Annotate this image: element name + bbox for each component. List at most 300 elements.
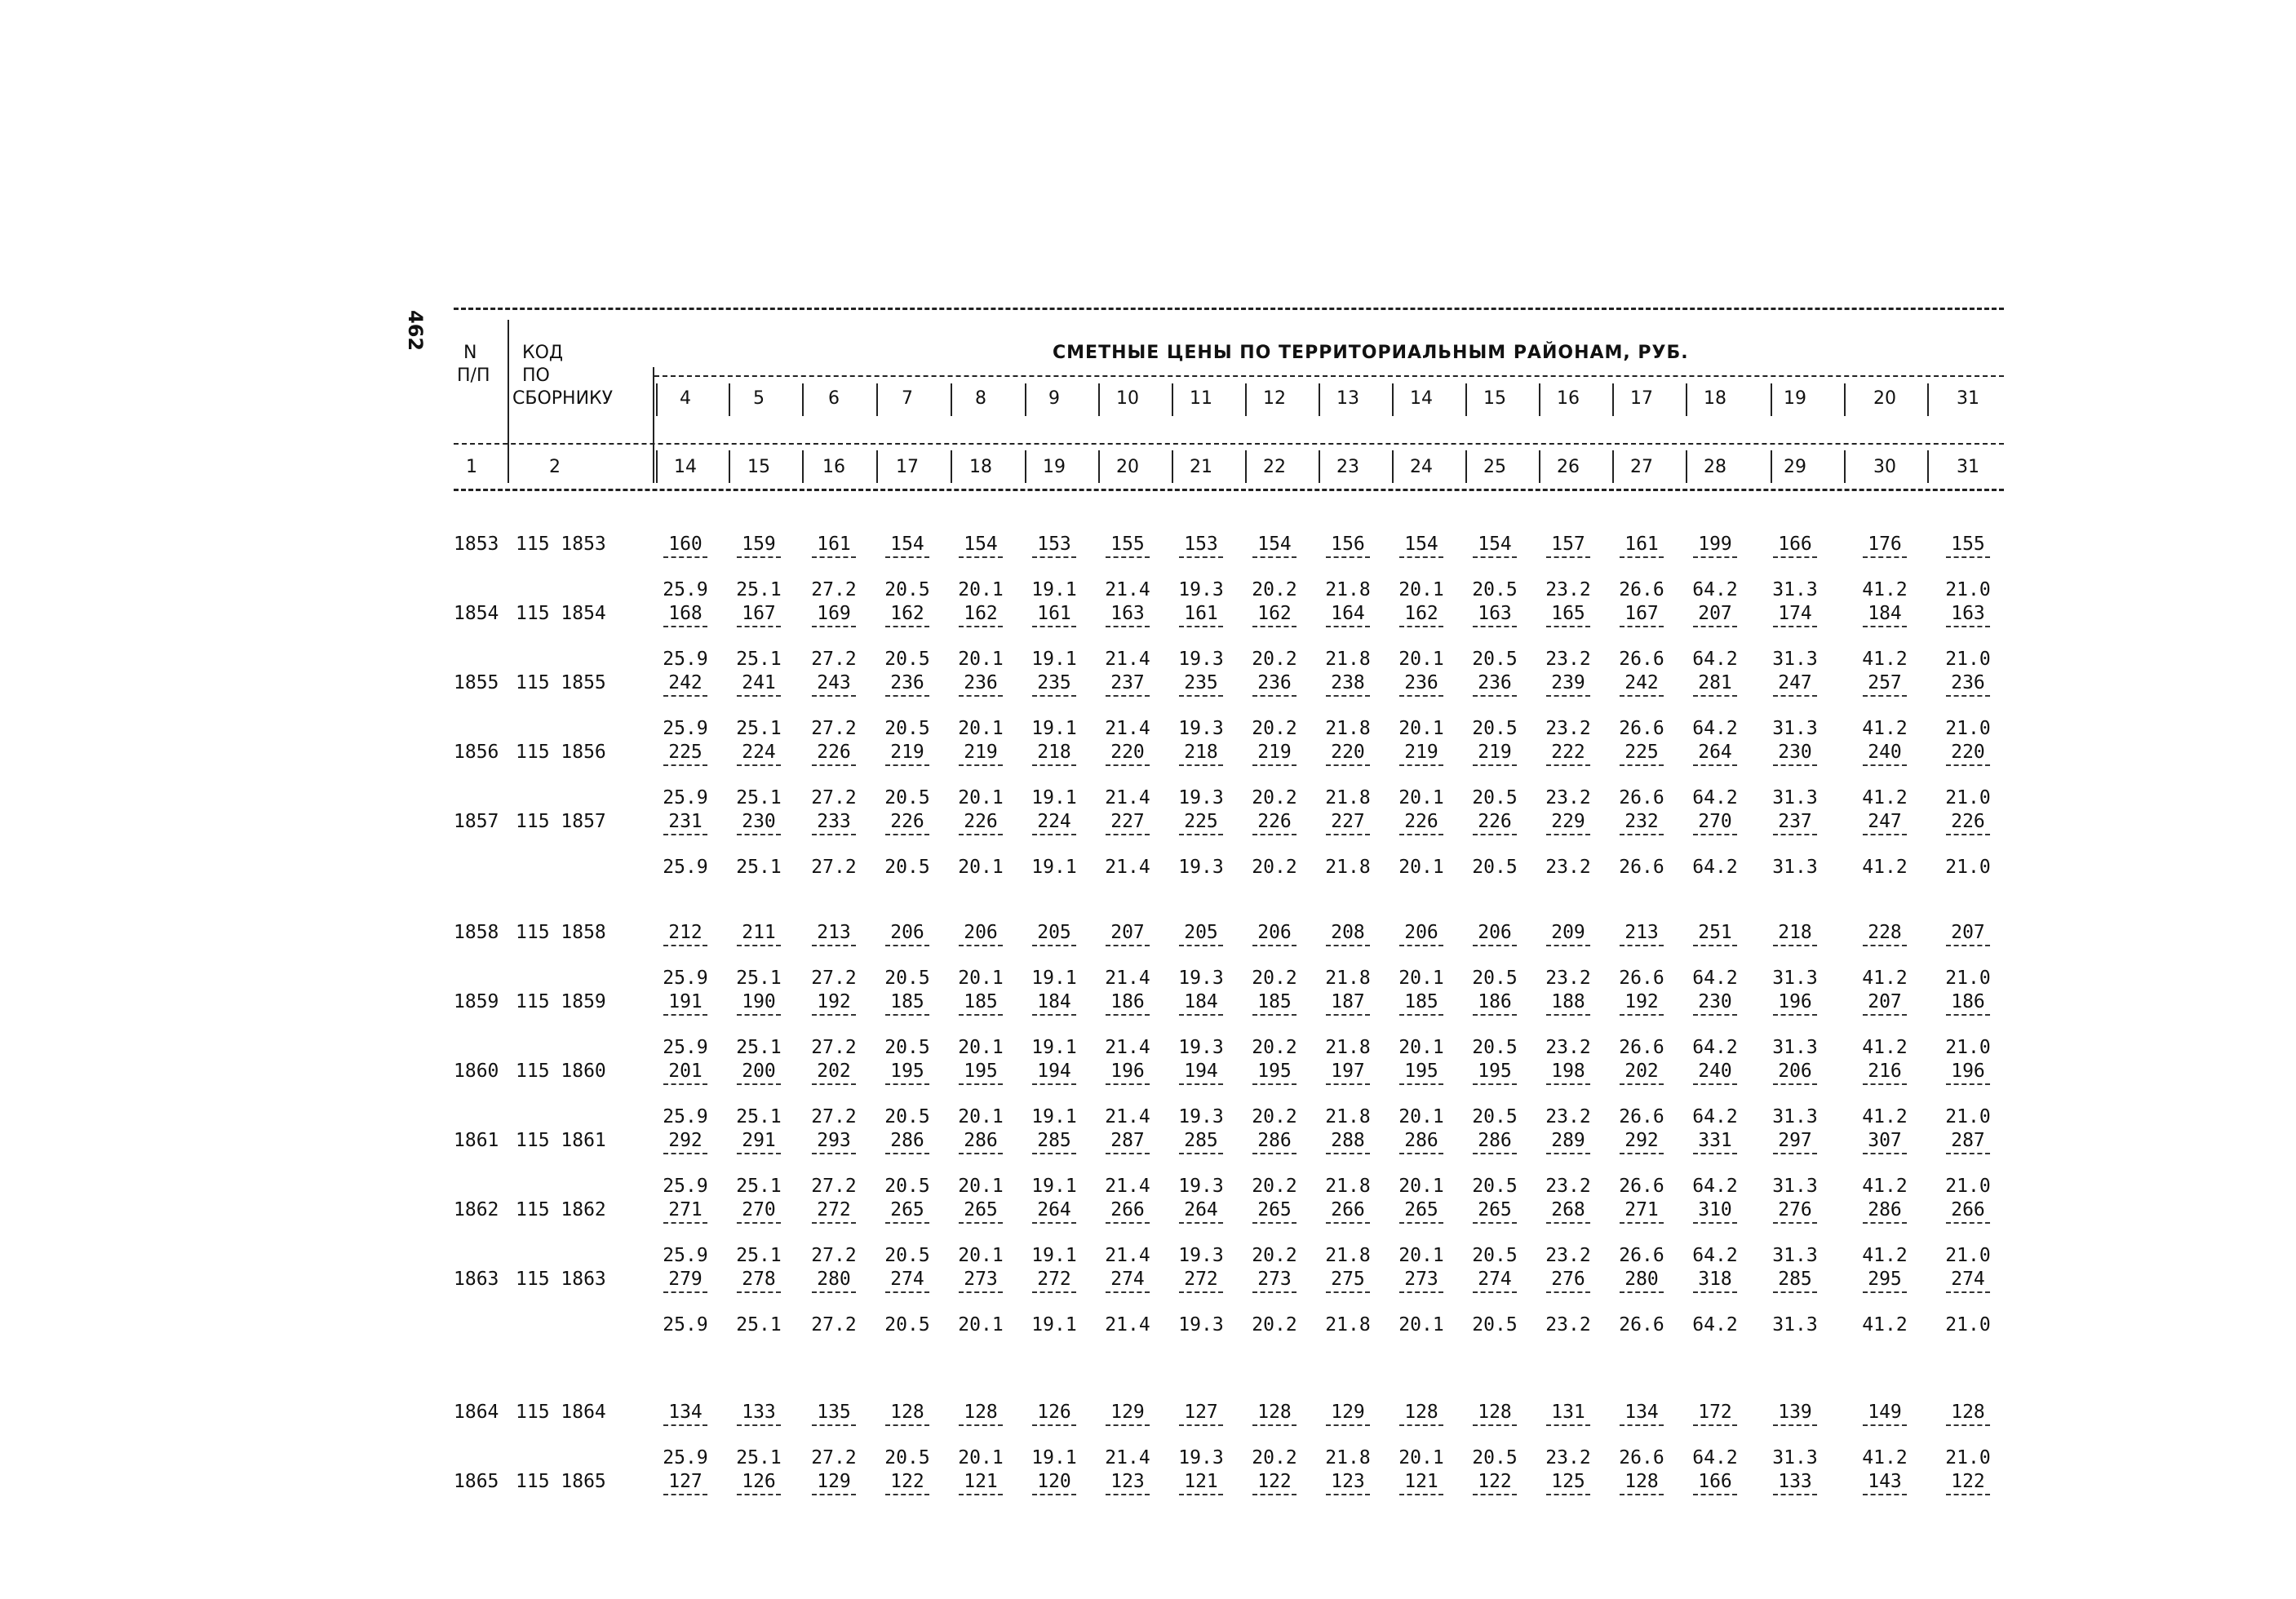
price-value: 235 — [1184, 672, 1218, 693]
price-value: 227 — [1331, 811, 1365, 832]
price-value: 233 — [817, 811, 851, 832]
price-divisor: 20.2 — [1252, 1176, 1297, 1197]
price-divisor: 25.1 — [736, 718, 782, 739]
price-divisor: 27.2 — [811, 1106, 857, 1127]
price-value: 184 — [1184, 991, 1218, 1012]
fraction-line — [885, 1424, 929, 1426]
fraction-line — [1863, 1291, 1907, 1293]
price-value: 159 — [742, 534, 776, 555]
row-code: 115 1857 — [516, 811, 606, 832]
fraction-line — [1863, 1222, 1907, 1224]
price-divisor: 31.3 — [1772, 1176, 1818, 1197]
fraction-line — [1106, 1494, 1150, 1495]
fraction-line — [1620, 1083, 1664, 1085]
price-value: 212 — [668, 922, 703, 943]
fraction-line — [959, 695, 1003, 697]
colnum-divider — [656, 450, 658, 483]
fraction-line — [1863, 556, 1907, 558]
col-number: 27 — [1630, 457, 1653, 477]
price-value: 198 — [1551, 1061, 1585, 1082]
fraction-line — [1179, 1424, 1223, 1426]
price-value: 167 — [1624, 603, 1659, 624]
price-value: 196 — [1110, 1061, 1145, 1082]
price-value: 122 — [1951, 1471, 1985, 1492]
price-divisor: 64.2 — [1692, 1245, 1738, 1266]
price-value: 292 — [1624, 1130, 1659, 1151]
price-divisor: 20.1 — [958, 1176, 1004, 1197]
price-value: 276 — [1778, 1199, 1812, 1220]
price-value: 270 — [1698, 811, 1732, 832]
price-value: 257 — [1868, 672, 1902, 693]
fraction-line — [1106, 556, 1150, 558]
price-value: 197 — [1331, 1061, 1365, 1082]
price-value: 287 — [1951, 1130, 1985, 1151]
price-divisor: 20.1 — [958, 649, 1004, 670]
price-value: 122 — [890, 1471, 924, 1492]
fraction-line — [1106, 1083, 1150, 1085]
fraction-line — [1863, 1083, 1907, 1085]
fraction-line — [1032, 1153, 1076, 1154]
fraction-line — [959, 1153, 1003, 1154]
price-value: 134 — [1624, 1402, 1659, 1423]
price-divisor: 21.0 — [1945, 968, 1991, 989]
fraction-line — [1252, 834, 1296, 835]
fraction-line — [1620, 556, 1664, 558]
region-header: 5 — [753, 388, 765, 409]
fraction-line — [1946, 1083, 1990, 1085]
price-value: 291 — [742, 1130, 776, 1151]
price-value: 207 — [1698, 603, 1732, 624]
price-value: 224 — [1037, 811, 1071, 832]
price-value: 163 — [1478, 603, 1512, 624]
row-number: 1854 — [454, 603, 499, 624]
price-value: 270 — [742, 1199, 776, 1220]
fraction-line — [1946, 834, 1990, 835]
fraction-line — [885, 1083, 929, 1085]
row-number: 1865 — [454, 1471, 499, 1492]
region-divider — [1686, 383, 1687, 416]
price-value: 247 — [1868, 811, 1902, 832]
price-value: 236 — [1404, 672, 1438, 693]
price-value: 276 — [1551, 1269, 1585, 1290]
fraction-line — [1946, 626, 1990, 627]
fraction-line — [1032, 945, 1076, 946]
price-value: 194 — [1037, 1061, 1071, 1082]
region-header: 6 — [828, 388, 840, 409]
price-value: 235 — [1037, 672, 1071, 693]
fraction-line — [1546, 1494, 1590, 1495]
colnum-divider — [1927, 450, 1929, 483]
price-value: 273 — [1257, 1269, 1292, 1290]
price-divisor: 31.3 — [1772, 857, 1818, 878]
fraction-line — [1032, 626, 1076, 627]
price-value: 247 — [1778, 672, 1812, 693]
price-value: 206 — [1404, 922, 1438, 943]
price-value: 287 — [1110, 1130, 1145, 1151]
price-divisor: 41.2 — [1862, 718, 1908, 739]
price-divisor: 20.1 — [1398, 857, 1444, 878]
price-value: 274 — [1110, 1269, 1145, 1290]
fraction-line — [1546, 1222, 1590, 1224]
fraction-line — [737, 1153, 781, 1154]
price-divisor: 21.8 — [1325, 1245, 1371, 1266]
price-value: 184 — [1868, 603, 1902, 624]
fraction-line — [959, 556, 1003, 558]
price-divisor: 41.2 — [1862, 579, 1908, 600]
region-header: 9 — [1048, 388, 1060, 409]
price-value: 205 — [1184, 922, 1218, 943]
price-value: 219 — [1257, 742, 1292, 763]
row-code: 115 1855 — [516, 672, 606, 693]
price-divisor: 20.2 — [1252, 787, 1297, 808]
price-value: 187 — [1331, 991, 1365, 1012]
price-value: 185 — [1257, 991, 1292, 1012]
price-value: 236 — [1257, 672, 1292, 693]
fraction-line — [959, 1424, 1003, 1426]
price-divisor: 25.9 — [663, 857, 708, 878]
price-divisor: 20.1 — [958, 718, 1004, 739]
fraction-line — [812, 556, 856, 558]
price-value: 199 — [1698, 534, 1732, 555]
col-number: 30 — [1873, 457, 1896, 477]
fraction-line — [1546, 556, 1590, 558]
price-divisor: 26.6 — [1619, 1314, 1664, 1335]
price-value: 195 — [964, 1061, 998, 1082]
region-divider — [1465, 383, 1467, 416]
price-divisor: 19.1 — [1031, 1245, 1077, 1266]
price-value: 162 — [890, 603, 924, 624]
fraction-line — [1620, 945, 1664, 946]
fraction-line — [1473, 626, 1517, 627]
price-value: 228 — [1868, 922, 1902, 943]
price-divisor: 26.6 — [1619, 1037, 1664, 1058]
price-value: 160 — [668, 534, 703, 555]
price-value: 169 — [817, 603, 851, 624]
fraction-line — [663, 1291, 707, 1293]
region-header: 20 — [1873, 388, 1896, 409]
fraction-line — [1946, 764, 1990, 766]
price-value: 128 — [1404, 1402, 1438, 1423]
price-value: 279 — [668, 1269, 703, 1290]
fraction-line — [1773, 834, 1817, 835]
price-value: 265 — [1478, 1199, 1512, 1220]
price-divisor: 25.9 — [663, 718, 708, 739]
fraction-line — [1326, 1014, 1370, 1016]
price-value: 222 — [1551, 742, 1585, 763]
colnum-divider — [1612, 450, 1614, 483]
price-divisor: 27.2 — [811, 649, 857, 670]
price-divisor: 19.1 — [1031, 857, 1077, 878]
title-rule — [654, 375, 2004, 377]
price-value: 161 — [817, 534, 851, 555]
region-divider — [951, 383, 952, 416]
row-number: 1861 — [454, 1130, 499, 1151]
fraction-line — [1473, 1153, 1517, 1154]
price-value: 143 — [1868, 1471, 1902, 1492]
fraction-line — [1106, 1291, 1150, 1293]
col-number: 25 — [1483, 457, 1506, 477]
fraction-line — [1473, 556, 1517, 558]
price-value: 265 — [964, 1199, 998, 1220]
price-divisor: 27.2 — [811, 579, 857, 600]
region-rule — [454, 443, 2004, 445]
fraction-line — [1546, 1291, 1590, 1293]
price-value: 271 — [668, 1199, 703, 1220]
row-number: 1860 — [454, 1061, 499, 1082]
price-divisor: 19.1 — [1031, 1447, 1077, 1468]
price-divisor: 64.2 — [1692, 649, 1738, 670]
price-value: 271 — [1624, 1199, 1659, 1220]
region-divider — [1025, 383, 1026, 416]
price-divisor: 20.5 — [884, 1447, 930, 1468]
fraction-line — [1032, 764, 1076, 766]
fraction-line — [1693, 1291, 1737, 1293]
fraction-line — [1032, 1424, 1076, 1426]
fraction-line — [1773, 1222, 1817, 1224]
fraction-line — [812, 1291, 856, 1293]
fraction-line — [885, 1291, 929, 1293]
fraction-line — [737, 1014, 781, 1016]
fraction-line — [1179, 834, 1223, 835]
price-divisor: 26.6 — [1619, 1245, 1664, 1266]
price-divisor: 20.1 — [1398, 787, 1444, 808]
price-value: 195 — [1257, 1061, 1292, 1082]
price-value: 154 — [890, 534, 924, 555]
price-divisor: 21.4 — [1105, 968, 1150, 989]
fraction-line — [1399, 1222, 1443, 1224]
price-value: 226 — [1951, 811, 1985, 832]
row-code: 115 1854 — [516, 603, 606, 624]
fraction-line — [959, 1014, 1003, 1016]
col-number: 26 — [1557, 457, 1580, 477]
price-value: 281 — [1698, 672, 1732, 693]
price-divisor: 21.4 — [1105, 1447, 1150, 1468]
price-divisor: 19.3 — [1178, 1037, 1224, 1058]
price-divisor: 21.8 — [1325, 718, 1371, 739]
fraction-line — [1326, 834, 1370, 835]
price-divisor: 21.8 — [1325, 857, 1371, 878]
top-rule — [454, 308, 2004, 310]
region-divider — [1392, 383, 1394, 416]
col-number: 20 — [1116, 457, 1139, 477]
price-divisor: 21.0 — [1945, 718, 1991, 739]
price-value: 236 — [1951, 672, 1985, 693]
price-divisor: 25.1 — [736, 1037, 782, 1058]
price-divisor: 26.6 — [1619, 1447, 1664, 1468]
price-divisor: 19.3 — [1178, 1176, 1224, 1197]
price-value: 266 — [1951, 1199, 1985, 1220]
price-divisor: 23.2 — [1545, 1176, 1591, 1197]
price-value: 155 — [1110, 534, 1145, 555]
price-value: 153 — [1184, 534, 1218, 555]
header-code: КОД — [522, 343, 564, 363]
price-value: 186 — [1478, 991, 1512, 1012]
price-divisor: 41.2 — [1862, 1106, 1908, 1127]
fraction-line — [1863, 1494, 1907, 1495]
fraction-line — [663, 1083, 707, 1085]
price-value: 219 — [964, 742, 998, 763]
price-value: 128 — [1478, 1402, 1512, 1423]
price-divisor: 64.2 — [1692, 1176, 1738, 1197]
price-divisor: 20.2 — [1252, 968, 1297, 989]
price-value: 191 — [668, 991, 703, 1012]
colnum-divider — [1319, 450, 1320, 483]
price-divisor: 25.1 — [736, 1245, 782, 1266]
region-header: 17 — [1630, 388, 1653, 409]
fraction-line — [1326, 1424, 1370, 1426]
fraction-line — [812, 1494, 856, 1495]
fraction-line — [1252, 1494, 1296, 1495]
region-header: 10 — [1116, 388, 1139, 409]
fraction-line — [1032, 1014, 1076, 1016]
price-value: 161 — [1037, 603, 1071, 624]
fraction-line — [1620, 1014, 1664, 1016]
price-divisor: 64.2 — [1692, 968, 1738, 989]
fraction-line — [1106, 1222, 1150, 1224]
fraction-line — [812, 945, 856, 946]
region-header: 14 — [1410, 388, 1433, 409]
fraction-line — [1863, 626, 1907, 627]
region-divider — [729, 383, 730, 416]
price-value: 220 — [1331, 742, 1365, 763]
price-divisor: 20.5 — [1472, 579, 1518, 600]
price-value: 166 — [1698, 1471, 1732, 1492]
price-value: 278 — [742, 1269, 776, 1290]
price-divisor: 19.1 — [1031, 968, 1077, 989]
price-divisor: 21.4 — [1105, 579, 1150, 600]
price-divisor: 19.3 — [1178, 649, 1224, 670]
price-value: 153 — [1037, 534, 1071, 555]
fraction-line — [812, 1014, 856, 1016]
fraction-line — [1106, 834, 1150, 835]
fraction-line — [1620, 626, 1664, 627]
price-divisor: 20.2 — [1252, 1106, 1297, 1127]
price-value: 163 — [1951, 603, 1985, 624]
price-divisor: 26.6 — [1619, 857, 1664, 878]
price-value: 154 — [1257, 534, 1292, 555]
fraction-line — [1179, 1291, 1223, 1293]
price-value: 127 — [668, 1471, 703, 1492]
price-value: 288 — [1331, 1130, 1365, 1151]
fraction-line — [1179, 1222, 1223, 1224]
price-value: 161 — [1184, 603, 1218, 624]
price-divisor: 21.4 — [1105, 718, 1150, 739]
fraction-line — [1946, 695, 1990, 697]
fraction-line — [1326, 945, 1370, 946]
fraction-line — [1032, 1222, 1076, 1224]
price-divisor: 21.4 — [1105, 1314, 1150, 1335]
fraction-line — [1546, 1014, 1590, 1016]
price-divisor: 25.1 — [736, 1176, 782, 1197]
price-value: 272 — [1184, 1269, 1218, 1290]
price-divisor: 25.1 — [736, 787, 782, 808]
price-divisor: 20.2 — [1252, 718, 1297, 739]
col-number: 2 — [549, 457, 561, 477]
price-divisor: 20.1 — [958, 968, 1004, 989]
price-value: 122 — [1257, 1471, 1292, 1492]
price-divisor: 20.1 — [958, 787, 1004, 808]
col-number: 22 — [1263, 457, 1286, 477]
price-value: 266 — [1331, 1199, 1365, 1220]
price-divisor: 25.9 — [663, 1447, 708, 1468]
fraction-line — [959, 764, 1003, 766]
price-divisor: 19.3 — [1178, 1314, 1224, 1335]
fraction-line — [1863, 695, 1907, 697]
fraction-line — [1399, 556, 1443, 558]
region-divider — [1539, 383, 1540, 416]
price-value: 123 — [1110, 1471, 1145, 1492]
price-value: 205 — [1037, 922, 1071, 943]
fraction-line — [1773, 1014, 1817, 1016]
price-value: 200 — [742, 1061, 776, 1082]
price-divisor: 19.1 — [1031, 1176, 1077, 1197]
price-divisor: 20.1 — [1398, 1037, 1444, 1058]
price-divisor: 19.3 — [1178, 857, 1224, 878]
fraction-line — [812, 1153, 856, 1154]
price-value: 280 — [817, 1269, 851, 1290]
row-code: 115 1860 — [516, 1061, 606, 1082]
fraction-line — [663, 626, 707, 627]
price-divisor: 21.8 — [1325, 579, 1371, 600]
price-divisor: 19.3 — [1178, 1447, 1224, 1468]
price-divisor: 21.0 — [1945, 1245, 1991, 1266]
fraction-line — [1546, 945, 1590, 946]
fraction-line — [1863, 764, 1907, 766]
price-divisor: 20.1 — [1398, 1447, 1444, 1468]
fraction-line — [1863, 1014, 1907, 1016]
fraction-line — [1399, 1083, 1443, 1085]
price-divisor: 20.5 — [884, 649, 930, 670]
price-divisor: 41.2 — [1862, 1176, 1908, 1197]
price-divisor: 20.5 — [1472, 1245, 1518, 1266]
price-divisor: 27.2 — [811, 787, 857, 808]
row-number: 1857 — [454, 811, 499, 832]
fraction-line — [885, 764, 929, 766]
fraction-line — [1179, 695, 1223, 697]
price-value: 274 — [1951, 1269, 1985, 1290]
colnum-divider — [1539, 450, 1540, 483]
fraction-line — [737, 626, 781, 627]
price-divisor: 20.2 — [1252, 1245, 1297, 1266]
price-divisor: 20.5 — [1472, 649, 1518, 670]
fraction-line — [1946, 1153, 1990, 1154]
fraction-line — [663, 945, 707, 946]
price-value: 242 — [1624, 672, 1659, 693]
fraction-line — [737, 1291, 781, 1293]
region-header: 13 — [1336, 388, 1359, 409]
price-divisor: 20.5 — [884, 857, 930, 878]
region-divider — [1771, 383, 1772, 416]
fraction-line — [1546, 1424, 1590, 1426]
price-value: 126 — [1037, 1402, 1071, 1423]
price-divisor: 25.1 — [736, 1314, 782, 1335]
fraction-line — [1773, 1083, 1817, 1085]
fraction-line — [1032, 1291, 1076, 1293]
price-value: 163 — [1110, 603, 1145, 624]
price-divisor: 20.1 — [958, 1245, 1004, 1266]
colnum-divider — [1245, 450, 1247, 483]
price-value: 236 — [964, 672, 998, 693]
header-code-2: ПО — [522, 365, 550, 386]
price-divisor: 23.2 — [1545, 857, 1591, 878]
fraction-line — [1863, 945, 1907, 946]
fraction-line — [1252, 695, 1296, 697]
price-divisor: 26.6 — [1619, 649, 1664, 670]
region-divider — [1098, 383, 1100, 416]
col-number: 28 — [1704, 457, 1726, 477]
price-divisor: 19.1 — [1031, 1037, 1077, 1058]
price-value: 206 — [1478, 922, 1512, 943]
